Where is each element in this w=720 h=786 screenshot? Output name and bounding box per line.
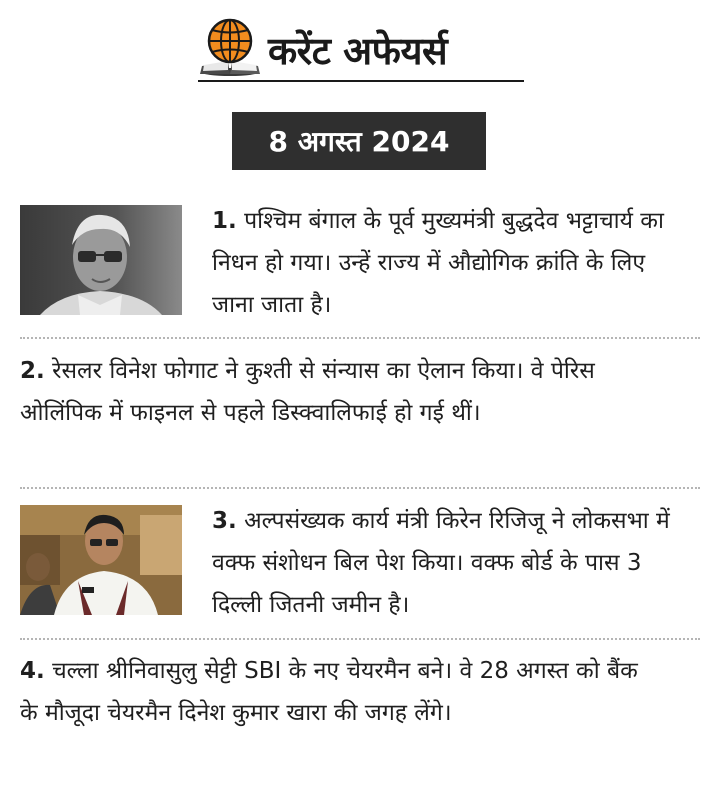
date-badge: 8 अगस्त 2024 <box>232 112 486 170</box>
news-item-1-image <box>20 205 182 315</box>
news-item-3-body: अल्पसंख्यक कार्य मंत्री किरेन रिजिजू ने लोकसभा में वक्फ संशोधन बिल पेश किया। वक्फ बोर्ड के पास 3 दिल्ली जितनी जमीन है। <box>212 508 670 618</box>
news-item-2-text <box>20 350 680 434</box>
globe-book-icon <box>198 16 262 80</box>
news-item-2-body: रेसलर विनेश फोगाट ने कुश्ती से संन्यास का ऐलान किया। वे पेरिस ओलिंपिक में फाइनल से पहले डिस्क्वालिफाई हो गई थीं। <box>20 358 595 426</box>
title-underline <box>198 80 524 82</box>
news-item-1-number: 1. <box>212 208 237 234</box>
news-item-2 <box>20 350 700 476</box>
divider <box>20 337 700 339</box>
news-item-3 <box>20 500 700 624</box>
minister-speaking-parliament-icon <box>20 505 182 615</box>
news-item-1 <box>20 200 700 324</box>
news-item-4 <box>20 650 700 776</box>
news-item-1-body: पश्चिम बंगाल के पूर्व मुख्यमंत्री बुद्धदेव भट्टाचार्य का निधन हो गया। उन्हें राज्य में औद्योगिक क्रांति के लिए जाना जाता है। <box>212 208 664 318</box>
news-item-3-image <box>20 505 182 615</box>
news-item-4-number: 4. <box>20 658 45 684</box>
news-item-4-body: चल्ला श्रीनिवासुलु सेट्टी SBI के नए चेयरमैन बने। वे 28 अगस्त को बैंक के मौजूदा चेयरमैन दिनेश कुमार खारा की जगह लेंगे। <box>20 658 638 726</box>
news-item-4-text <box>20 650 660 734</box>
divider <box>20 638 700 640</box>
news-item-2-number: 2. <box>20 358 45 384</box>
news-item-3-text <box>212 500 680 626</box>
page-title: करेंट अफेयर्स <box>268 29 448 73</box>
news-item-1-text <box>212 200 680 326</box>
page-header <box>198 14 524 84</box>
divider <box>20 487 700 489</box>
portrait-elderly-man-icon <box>20 205 182 315</box>
news-item-3-number: 3. <box>212 508 237 534</box>
